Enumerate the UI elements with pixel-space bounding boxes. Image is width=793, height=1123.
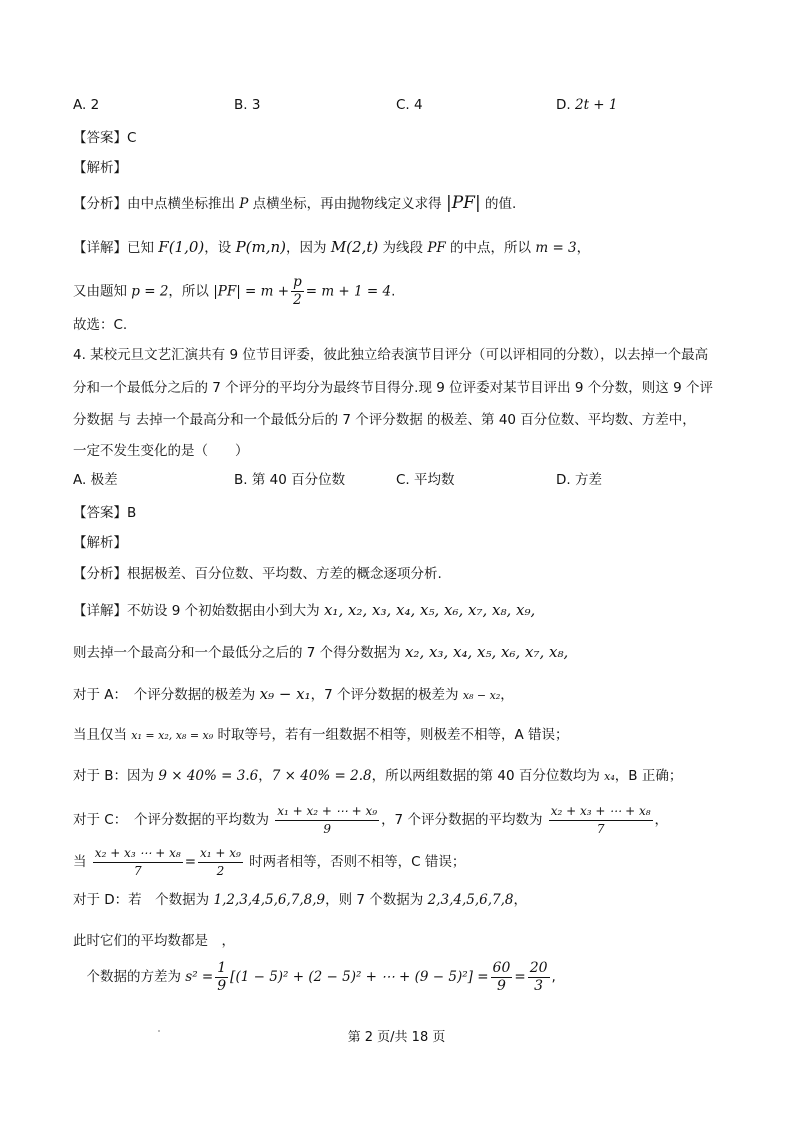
fraction-20-3 [528, 960, 550, 995]
numerator: x₂ + x₃ + ⋯ + x₈ [549, 803, 653, 821]
text: ， [500, 687, 514, 703]
text: 的值. [480, 196, 517, 212]
math-x4: x₄ [604, 770, 615, 783]
text: 点横坐标，再由抛物线定义求得 [248, 196, 446, 212]
q4-stem-line-4: 一定不发生变化的是（ ） [73, 443, 249, 459]
text: 【详解】不妨设 9 个初始数据由小到大为 [73, 603, 324, 619]
option-b: B. 3 [234, 97, 261, 113]
q4-variance [73, 952, 556, 1002]
denominator: 9 [217, 977, 227, 994]
page-footer: 第 2 页/共 18 页 [347, 1030, 446, 1045]
math-m3: m = 3 [535, 240, 577, 256]
fraction-rhs [198, 845, 243, 880]
math-f: F(1,0) [158, 238, 205, 256]
option-d [556, 95, 617, 115]
q3-fenxi [73, 193, 516, 214]
math-rest: = m + 1 = 4 [305, 283, 392, 300]
fraction-lhs [93, 845, 183, 880]
text: ， [576, 240, 591, 256]
math-pf: PF [427, 240, 446, 256]
q4-detail-1 [73, 600, 535, 621]
text: 当且仅当 [73, 727, 132, 743]
text: ，则 7 个数据为 [325, 892, 428, 908]
text: 时两者相等，否则不相等，C 错误； [244, 854, 466, 870]
q4-option-b-analysis [73, 766, 682, 787]
option-c: C. 4 [396, 97, 423, 113]
text: 为线段 [378, 240, 428, 256]
option-a: A. 2 [73, 97, 100, 113]
math-7x40: 7 × 40% = 2.8 [271, 768, 372, 784]
fraction-mean-7 [549, 803, 653, 838]
q4-fenxi: 【分析】根据极差、百分位数、平均数、方差的概念逐项分析. [73, 566, 442, 582]
text: 则去掉一个最高分和一个最低分之后的 7 个得分数据为 [73, 645, 405, 661]
math-data-7: 2,3,4,5,6,7,8 [427, 892, 514, 908]
q3-line2 [73, 274, 395, 309]
q4-detail-2 [73, 642, 568, 663]
text: ，B 正确； [614, 768, 683, 784]
math-range-7: x₈ − x₂ [462, 689, 501, 702]
q4-stem-line-1: 4. 某校元旦文艺汇演共有 9 位节目评委，彼此独立给表演节目评分（可以评相同的分数），以去掉一个最高 [73, 347, 709, 363]
text: ，所以 [168, 283, 214, 300]
text: 【详解】已知 [73, 240, 159, 256]
text: ， [513, 892, 527, 908]
denominator: 9 [497, 977, 506, 994]
q4-mean-statement: 此时它们的平均数都是 ， [73, 933, 235, 949]
numerator: 20 [529, 959, 548, 976]
denominator: 2 [293, 292, 302, 308]
math-equals: = [514, 969, 526, 985]
numerator: 60 [492, 959, 511, 976]
text: . [391, 283, 396, 300]
q3-choice: 故选：C. [73, 317, 128, 333]
math-sum-squares: [(1 − 5)² + (2 − 5)² + ⋯ + (9 − 5)²] = [230, 969, 489, 985]
denominator: 7 [596, 821, 605, 836]
q4-option-c-analysis-1 [73, 798, 668, 842]
text: ， [654, 812, 669, 828]
q4-option-d-analysis [73, 890, 527, 910]
text: , [551, 969, 556, 985]
fraction-60-9 [491, 960, 513, 995]
text: ，设 [204, 240, 236, 256]
text: 对于 C： 个评分数据的平均数为 [73, 812, 274, 828]
option-d-math: 2t + 1 [574, 97, 618, 113]
denominator: 7 [133, 863, 142, 878]
q4-answer: 【答案】B [73, 505, 137, 521]
math-data-9: 1,2,3,4,5,6,7,8,9 [213, 892, 326, 908]
math-p2: p = 2 [131, 283, 169, 300]
denominator: 2 [216, 863, 225, 878]
text: 对于 D：若 个数据为 [73, 892, 214, 908]
math-range-9: x₉ − x₁ [259, 685, 311, 703]
q4-stem-line-3: 分数据 与 去掉一个最高分和一个最低分后的 7 个评分数据 的极差、第 40 百分位数、平均数、方差中， [73, 412, 696, 428]
numerator: 1 [217, 959, 227, 976]
text: 【分析】由中点横坐标推出 [73, 196, 240, 212]
q4-analysis-label: 【解析】 [73, 535, 127, 551]
q4-option-c: C. 平均数 [396, 472, 455, 488]
q4-option-b: B. 第 40 百分位数 [234, 472, 346, 488]
numerator: x₁ + x₉ [198, 845, 243, 863]
text: 对于 A： 个评分数据的极差为 [73, 687, 260, 703]
q3-detail [73, 237, 590, 258]
q4-stem-line-2: 分和一个最低分之后的 7 个评分的平均分为最终节目得分.现 9 位评委对某节目评出 9 个分数，则这 9 个评 [73, 380, 713, 396]
numerator: x₁ + x₂ + ⋯ + x₉ [275, 803, 379, 821]
q3-answer: 【答案】C [73, 130, 137, 146]
text: 又由题知 [73, 283, 132, 300]
math-9x40: 9 × 40% = 3.6 [158, 768, 259, 784]
text: 时取等号，若有一组数据不相等，则极差不相等，A 错误； [213, 727, 569, 743]
text: 个数据的方差为 [73, 969, 186, 985]
fraction-one-ninth [215, 960, 228, 995]
q4-option-a: A. 极差 [73, 472, 118, 488]
fraction-p-over-2 [291, 274, 304, 309]
text: ，因为 [286, 240, 331, 256]
math-equals: = [184, 854, 197, 870]
math-s2: s² = [185, 969, 214, 985]
math-p: P [239, 196, 249, 212]
math-pf: |PF| = m + [213, 283, 290, 300]
option-d-label: D. [556, 97, 575, 113]
denominator: 3 [534, 977, 544, 994]
q4-option-c-analysis-2 [73, 841, 465, 883]
text: 当 [73, 854, 91, 870]
text: ，7 个评分数据的极差为 [310, 687, 463, 703]
math-p: P(m,n) [235, 238, 287, 256]
math-equal-condition: x₁ = x₂, x₈ = x₉ [131, 729, 214, 742]
numerator: p [293, 274, 302, 290]
fraction-mean-9 [275, 803, 379, 838]
text: ， [258, 768, 272, 784]
q4-option-a-analysis-2 [73, 725, 569, 746]
text: ，所以两组数据的第 40 百分位数均为 [371, 768, 605, 784]
text: ，7 个评分数据的平均数为 [381, 812, 547, 828]
q4-option-a-analysis-1 [73, 684, 514, 706]
math-pf: |PF| [445, 193, 481, 213]
numerator: x₂ + x₃ ⋯ + x₈ [93, 845, 183, 863]
q4-option-d: D. 方差 [556, 472, 602, 488]
denominator: 9 [323, 821, 331, 836]
q3-analysis-label: 【解析】 [73, 160, 127, 176]
text: 对于 B：因为 [73, 768, 159, 784]
math-x2-x8: x₂, x₃, x₄, x₅, x₆, x₇, x₈, [404, 643, 569, 661]
text: 的中点，所以 [445, 240, 536, 256]
math-x1-x9: x₁, x₂, x₃, x₄, x₅, x₆, x₇, x₈, x₉, [323, 601, 536, 619]
math-m: M(2,t) [330, 238, 379, 256]
